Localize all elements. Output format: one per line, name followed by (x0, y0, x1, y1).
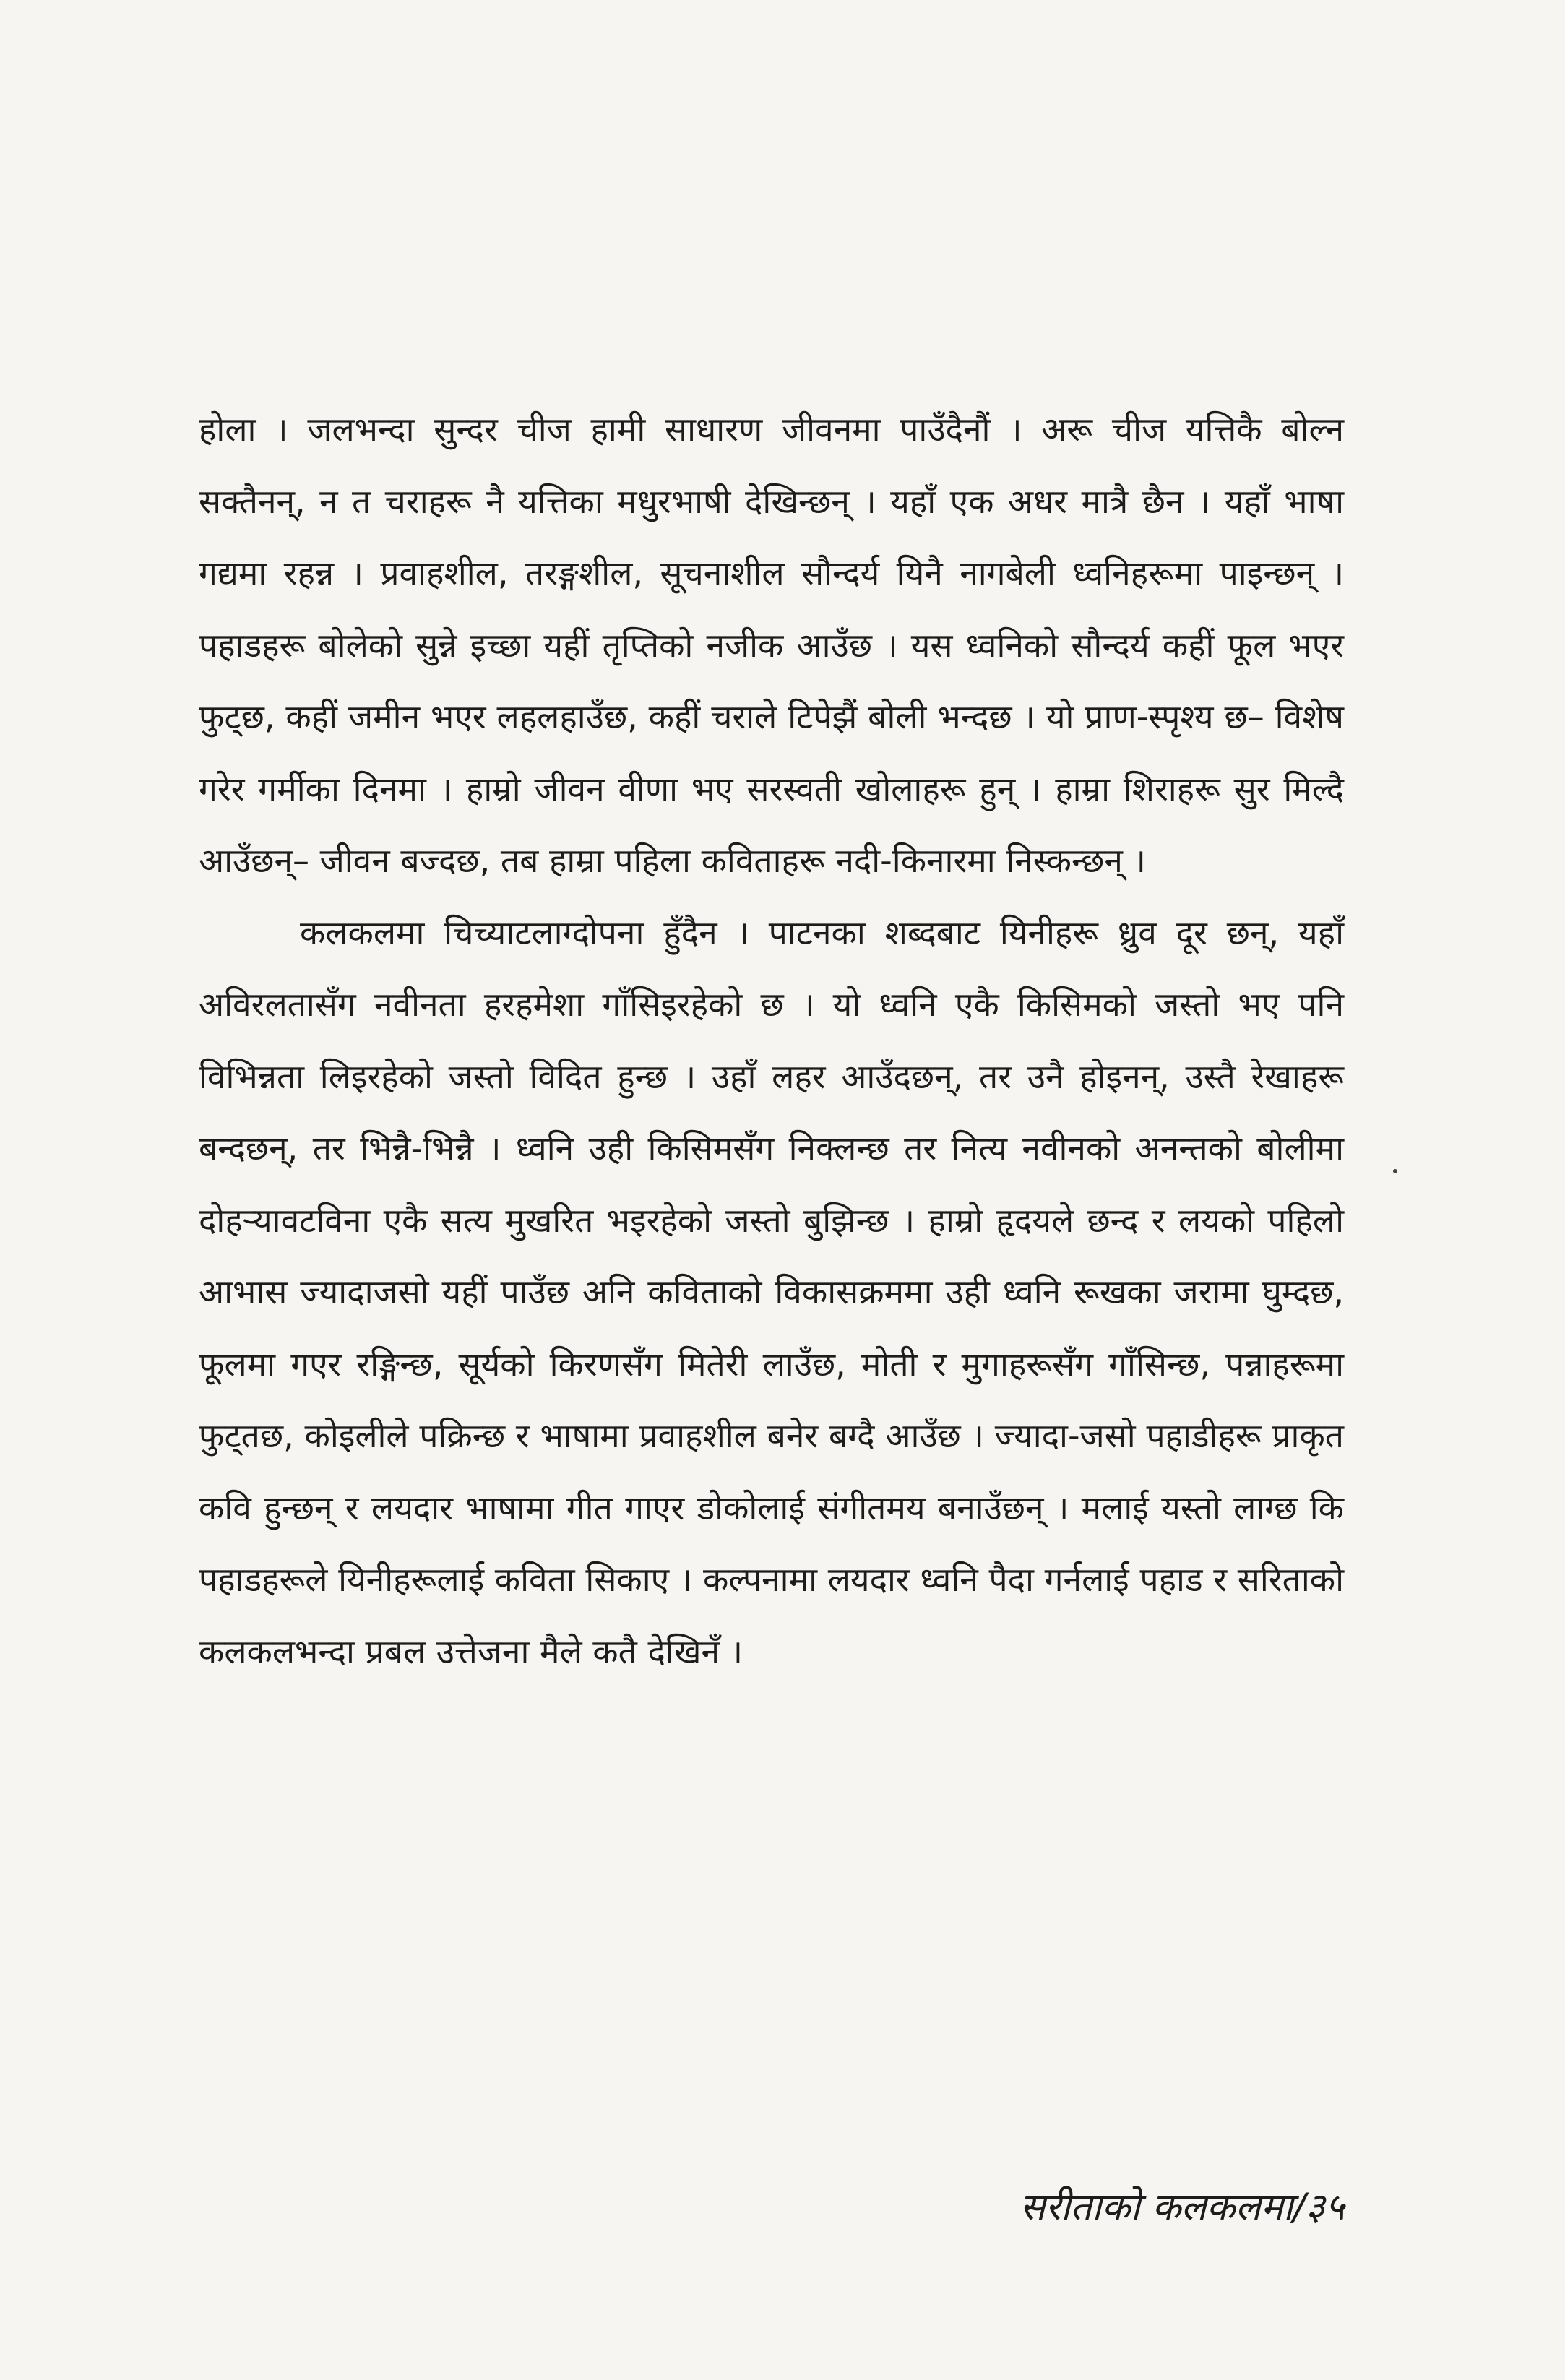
paragraph-2: कलकलमा चिच्याटलाग्दोपना हुँदैन । पाटनका शब्दबाट यिनीहरू ध्रुव दूर छन्, यहाँ अविरलतासँग नवीनता हरहमेशा गाँसिइरहेको छ । यो ध्वनि एकै किसिमको जस्तो भए पनि विभिन्नता लिइरहेको जस्तो विदित हुन्छ । उहाँ लहर आउँदछन्, तर उनै होइनन्, उस्तै रेखाहरू बन्दछन्, तर भिन्नै-भिन्नै । ध्वनि उही किसिमसँग निक्लन्छ तर नित्य नवीनको अनन्तको बोलीमा दोहऱ्यावटविना एकै सत्य मुखरित भइरहेको जस्तो बुझिन्छ । हाम्रो हृदयले छन्द र लयको पहिलो आभास ज्यादाजसो यहीं पाउँछ अनि कविताको विकासक्रममा उही ध्वनि रूखका जरामा घुम्दछ, फूलमा गएर रङ्गिन्छ, सूर्यको किरणसँग मितेरी लाउँछ, मोती र मुगाहरूसँग गाँसिन्छ, पन्नाहरूमा फुट्तछ, कोइलीले पक्रिन्छ र भाषामा प्रवाहशील बनेर बग्दै आउँछ । ज्यादा-जसो पहाडीहरू प्राकृत कवि हुन्छन् र लयदार भाषामा गीत गाएर डोकोलाई संगीतमय बनाउँछन् । मलाई यस्तो लाग्छ कि पहाडहरूले यिनीहरूलाई कविता सिकाए । कल्पनामा लयदार ध्वनि पैदा गर्नलाई पहाड र सरिताको कलकलभन्दा प्रबल उत्तेजना मैले कतै देखिनँ । (199, 913, 1344, 1671)
paragraph-1: होला । जलभन्दा सुन्दर चीज हामी साधारण जीवनमा पाउँदैनौं । अरू चीज यत्तिकै बोल्न सक्तैनन्, न त चराहरू नै यत्तिका मधुरभाषी देखिन्छन् । यहाँ एक अधर मात्रै छैन । यहाँ भाषा गद्यमा रहन्न । प्रवाहशील, तरङ्गशील, सूचनाशील सौन्दर्य यिनै नागबेली ध्वनिहरूमा पाइन्छन् । पहाडहरू बोलेको सुन्ने इच्छा यहीं तृप्तिको नजीक आउँछ । यस ध्वनिको सौन्दर्य कहीं फूल भएर फुट्छ, कहीं जमीन भएर लहलहाउँछ, कहीं चराले टिपेझैं बोली भन्दछ । यो प्राण-स्पृश्य छ– विशेष गरेर गर्मीका दिनमा । हाम्रो जीवन वीणा भए सरस्वती खोलाहरू हुन् । हाम्रा शिराहरू सुर मिल्दै आउँछन्– जीवन बज्दछ, तब हाम्रा पहिला कविताहरू नदी-किनारमा निस्कन्छन् । (199, 410, 1344, 880)
print-speck (1393, 1169, 1397, 1173)
running-footer: सरीताको कलकलमा/३५ (1019, 2186, 1345, 2229)
body-text (199, 394, 1344, 1688)
